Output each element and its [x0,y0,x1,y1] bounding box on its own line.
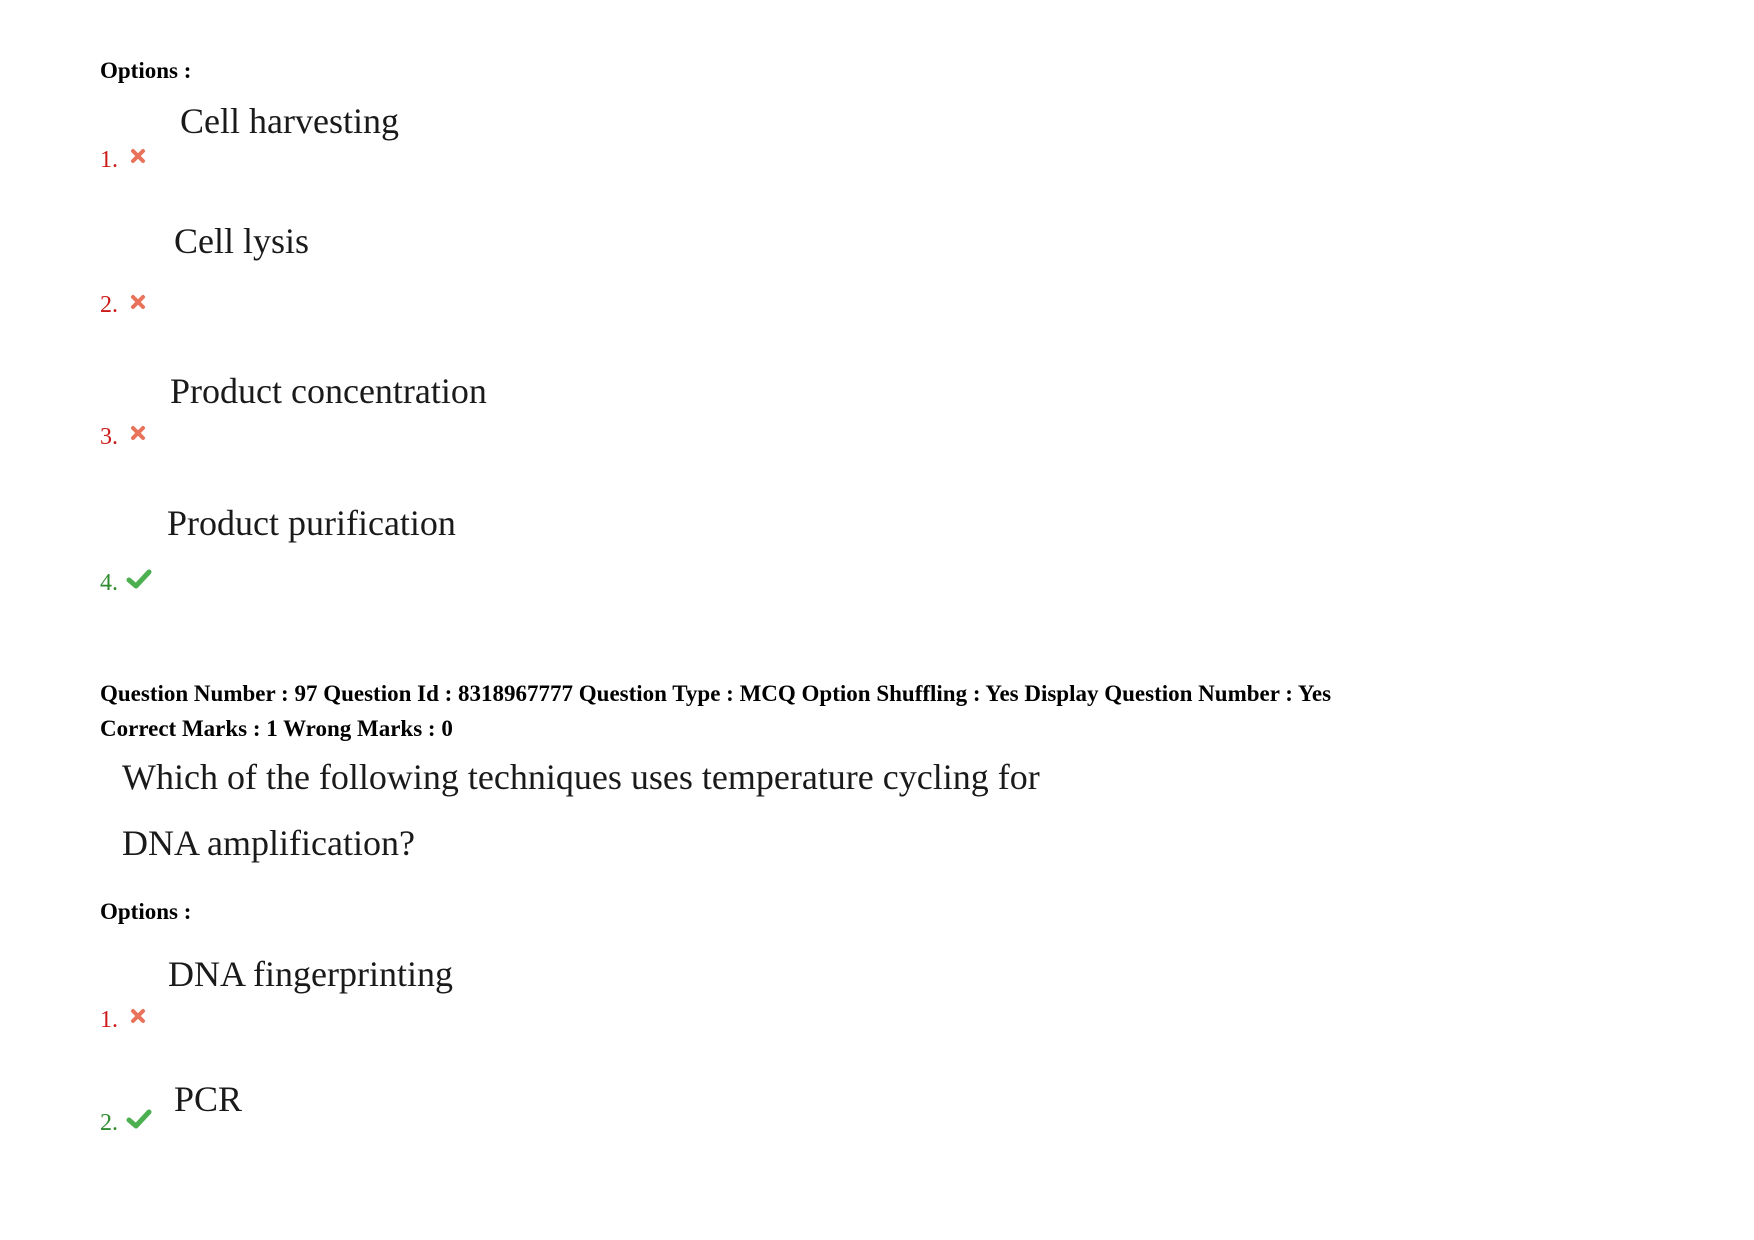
option-number: 1. [100,147,118,173]
option-number: 2. [100,1110,118,1136]
option-number: 1. [100,1007,118,1033]
option-text: Product purification [167,503,456,543]
option-number: 3. [100,424,118,450]
cross-icon [130,294,146,310]
options-label: Options : [100,899,192,924]
question-text-line2: DNA amplification? [122,823,415,863]
option-text: Product concentration [170,371,487,411]
question-marks: Correct Marks : 1 Wrong Marks : 0 [100,716,453,741]
check-icon [126,568,152,590]
cross-icon [130,425,146,441]
option-text: Cell lysis [174,221,310,261]
question-meta: Question Number : 97 Question Id : 8318967777 Question Type : MCQ Option Shuffling : Yes Display Question Number : Yes [100,681,1332,706]
option-text: PCR [174,1079,243,1119]
question-text-line1: Which of the following techniques uses temperature cycling for [122,757,1040,797]
cross-icon [130,148,146,164]
options-label: Options : [100,58,192,83]
option-text: Cell harvesting [180,101,399,141]
option-number: 4. [100,570,118,596]
option-number: 2. [100,292,118,318]
check-icon [126,1108,152,1130]
cross-icon [130,1008,146,1024]
option-text: DNA fingerprinting [168,954,453,994]
